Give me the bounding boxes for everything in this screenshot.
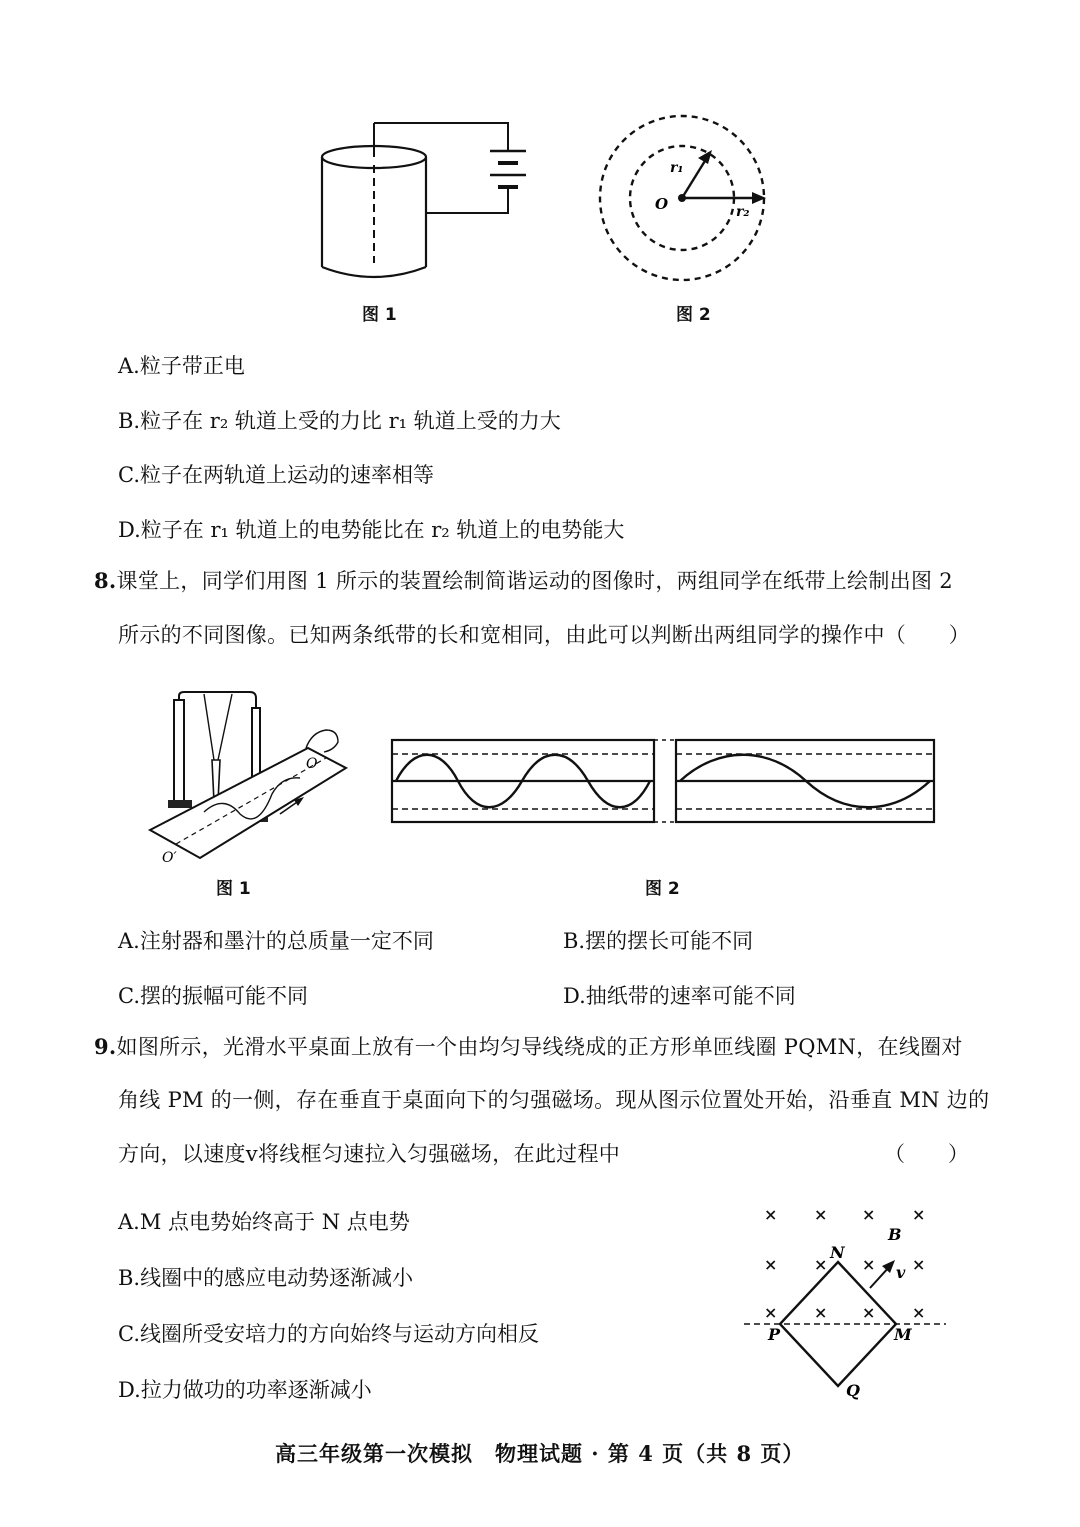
q9-option-c-text: 线圈所受安培力的方向始终与运动方向相反 <box>140 1322 539 1346</box>
q7-option-b-text: 粒子在 r₂ 轨道上受的力比 r₁ 轨道上受的力大 <box>140 409 561 433</box>
q9-label-p: P <box>768 1325 781 1344</box>
q9-answer-bracket: （ ） <box>884 1142 970 1166</box>
q9-option-c-letter: C. <box>118 1322 140 1346</box>
q7-option-a <box>118 350 245 380</box>
q9-label-m: M <box>894 1325 912 1344</box>
field-cross: × <box>814 1255 828 1274</box>
q9-option-a <box>118 1206 410 1236</box>
q8-fig2-caption: 图 2 <box>645 879 680 899</box>
q9-option-b-text: 线圈中的感应电动势逐渐减小 <box>140 1266 414 1290</box>
q7-figure-2 <box>590 112 780 292</box>
q8-option-b-letter: B. <box>563 929 586 953</box>
q8-option-c-letter: C. <box>118 984 140 1008</box>
field-cross: × <box>862 1255 876 1274</box>
field-cross: × <box>862 1205 876 1224</box>
field-cross: × <box>814 1205 828 1224</box>
q7-option-c-text: 粒子在两轨道上运动的速率相等 <box>140 463 434 487</box>
field-cross: × <box>912 1205 926 1224</box>
q9-label-n: N <box>830 1243 845 1262</box>
q9-option-a-letter: A. <box>118 1210 140 1234</box>
q8-line1: 课堂上，同学们用图 1 所示的装置绘制简谐运动的图像时，两组同学在纸带上绘制出图 2 <box>116 569 953 593</box>
q7-label-r1: r₁ <box>670 160 684 176</box>
q8-option-c-text: 摆的振幅可能不同 <box>140 984 308 1008</box>
q9-stem-line2: 角线 PM 的一侧，存在垂直于桌面向下的匀强磁场。现从图示位置处开始，沿垂直 MN 边的 <box>118 1088 990 1112</box>
q7-option-d <box>118 514 624 544</box>
q7-option-a-text: 粒子带正电 <box>139 354 245 378</box>
q8-option-b <box>563 925 753 955</box>
field-cross: × <box>764 1205 778 1224</box>
q7-option-c <box>118 459 434 489</box>
q9-stem-line1 <box>94 1036 963 1058</box>
q9-option-b-letter: B. <box>118 1266 141 1290</box>
q7-fig1-caption: 图 1 <box>362 305 397 325</box>
field-cross: × <box>814 1303 828 1322</box>
q9-option-d-letter: D. <box>118 1378 141 1402</box>
q8-option-d <box>563 980 796 1010</box>
q8-option-c <box>118 980 308 1010</box>
field-cross: × <box>764 1303 778 1322</box>
q8-figure-1 <box>140 690 350 870</box>
q9-line1: 如图所示，光滑水平桌面上放有一个由均匀导线绕成的正方形单匝线圈 PQMN，在线圈对 <box>116 1035 963 1059</box>
q8-option-a-letter: A. <box>118 929 140 953</box>
q7-option-b <box>118 405 561 435</box>
q7-option-d-text: 粒子在 r₁ 轨道上的电势能比在 r₂ 轨道上的电势能大 <box>140 518 625 542</box>
page-footer: 高三年级第一次模拟 物理试题 · 第 4 页（共 8 页） <box>275 1441 805 1466</box>
q8-figure-2 <box>388 736 938 828</box>
q7-label-r2: r₂ <box>736 204 750 220</box>
q8-stem-line1 <box>94 570 953 592</box>
q8-option-a <box>118 925 434 955</box>
field-cross: × <box>912 1255 926 1274</box>
q9-label-q: Q <box>846 1381 860 1400</box>
q7-fig2-caption: 图 2 <box>676 305 711 325</box>
q8-label-o: O <box>306 756 318 772</box>
q8-option-d-text: 抽纸带的速率可能不同 <box>585 984 796 1008</box>
q7-label-o: O <box>655 195 669 213</box>
field-cross: × <box>862 1303 876 1322</box>
q8-option-b-text: 摆的摆长可能不同 <box>585 929 754 953</box>
field-cross: × <box>912 1303 926 1322</box>
q9-label-b: B <box>888 1225 902 1244</box>
q9-option-b <box>118 1262 413 1292</box>
field-cross: × <box>764 1255 778 1274</box>
q9-stem-line3: 方向，以速度v将线框匀速拉入匀强磁场，在此过程中 <box>118 1142 621 1166</box>
q9-number: 9. <box>94 1034 117 1059</box>
q9-option-d <box>118 1374 372 1404</box>
q7-figure-1 <box>300 105 540 295</box>
q8-fig1-caption: 图 1 <box>216 879 251 899</box>
q9-option-c <box>118 1318 539 1348</box>
q8-label-o-prime: O′ <box>162 850 177 866</box>
q9-figure <box>740 1200 950 1400</box>
q7-option-b-letter: B. <box>118 409 141 433</box>
q8-option-a-text: 注射器和墨汁的总质量一定不同 <box>139 929 434 953</box>
q7-option-d-letter: D. <box>118 518 141 542</box>
q9-option-d-text: 拉力做功的功率逐渐减小 <box>140 1378 372 1402</box>
q7-option-a-letter: A. <box>118 354 140 378</box>
q9-option-a-text: M 点电势始终高于 N 点电势 <box>139 1210 410 1234</box>
q8-number: 8. <box>94 568 117 593</box>
q7-option-c-letter: C. <box>118 463 140 487</box>
q9-label-v: v <box>896 1263 906 1282</box>
q8-stem-line2: 所示的不同图像。已知两条纸带的长和宽相同，由此可以判断出两组同学的操作中（ ） <box>118 623 970 647</box>
q8-option-d-letter: D. <box>563 984 586 1008</box>
